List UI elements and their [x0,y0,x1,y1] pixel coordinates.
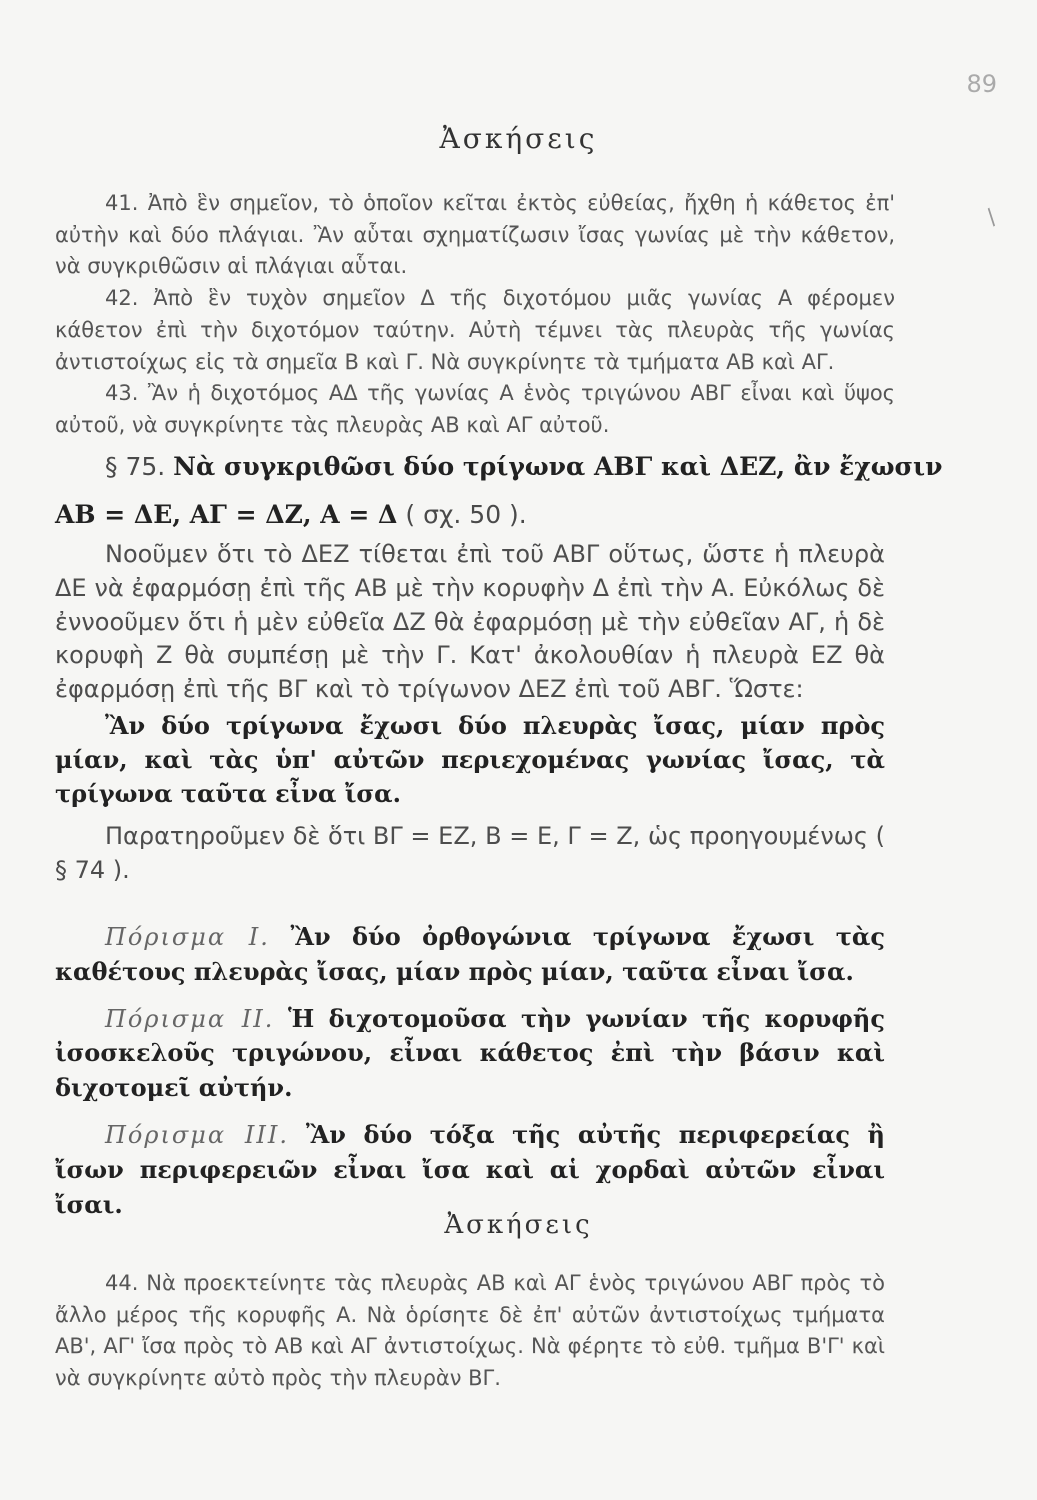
proof-paragraph: Νοοῦμεν ὅτι τὸ ΔΕΖ τίθεται ἐπὶ τοῦ ΑΒΓ οὕτως, ὥστε ἡ πλευρὰ ΔΕ νὰ ἐφαρμόσῃ ἐπὶ τῆς ΑΒ μὲ τὴν κορυφὴν Δ ἐπὶ τὴν Α. Εὐκόλως δὲ ἐννοοῦμεν ὅτι ἡ μὲν εὐθεῖα ΔΖ θὰ ἐφαρμόσῃ μὲ τὴν εὐθεῖαν ΑΓ, ἡ δὲ κορυφὴ Ζ θὰ συμπέσῃ μὲ τὴν Γ. Κατ' ἀκολουθίαν ἡ πλευρὰ ΕΖ θὰ ἐφαρμόσῃ ἐπὶ τῆς ΒΓ καὶ τὸ τρίγωνον ΔΕΖ ἐπὶ τοῦ ΑΒΓ. Ὥστε: [55,540,885,704]
corollary-2-text: Ἡ διχοτομοῦσα τὴν γωνίαν τῆς κορυφῆς ἰσοσκελοῦς τριγώνου, εἶναι κάθετος ἐπὶ τὴν βάσιν καὶ διχοτομεῖ αὐτήν. [55,1003,885,1103]
remark-paragraph: Παρατηροῦμεν δὲ ὅτι ΒΓ = ΕΖ, Β = Ε, Γ = Ζ, ὡς προηγουμένως ( § 74 ). [55,822,885,885]
exercises-block [55,188,895,442]
exercises-heading: Ἀσκήσεις [439,122,598,155]
corollary-1 [55,920,885,990]
proof-text [55,538,885,888]
corollary-1-label: Πόρισμα Ι. [105,923,270,951]
corollary-3-label: Πόρισμα ΙΙΙ. [105,1120,289,1149]
section-title: Νὰ συγκριθῶσι δύο τρίγωνα ΑΒΓ καὶ ΔΕΖ, ἂν ἔχωσιν [173,452,943,481]
margin-mark: / [981,205,1002,230]
page-number: 89 [966,70,997,98]
corollary-3-text: Ἂν δύο τόξα τῆς αὐτῆς περιφερείας ἢ ἴσων περιφερειῶν εἶναι ἴσα καὶ αἱ χορδαὶ αὐτῶν εἶναι ἴσαι. [55,1119,885,1219]
section-condition [55,500,885,529]
corollary-2 [55,1002,885,1106]
exercises-heading-2: Ἀσκήσεις [444,1210,593,1240]
exercise-43: 43. Ἂν ἡ διχοτόμος ΑΔ τῆς γωνίας Α ἑνὸς τριγώνου ΑΒΓ εἶναι καὶ ὕψος αὐτοῦ, νὰ συγκρίνητε τὰς πλευρὰς ΑΒ καὶ ΑΓ αὐτοῦ. [55,381,895,437]
corollary-3 [55,1118,885,1222]
theorem-statement: Ἂν δύο τρίγωνα ἔχωσι δύο πλευρὰς ἴσας, μίαν πρὸς μίαν, καὶ τὰς ὑπ' αὐτῶν περιεχομένας γωνίας ἴσας, τὰ τρίγωνα ταῦτα εἶνα ἴσα. [55,710,885,808]
figure-reference: ( σχ. 50 ). [405,500,527,529]
exercise-41: 41. Ἀπὸ ἓν σημεῖον, τὸ ὁποῖον κεῖται ἐκτὸς εὐθείας, ἤχθη ἡ κάθετος ἐπ' αὐτὴν καὶ δύο πλάγιαι. Ἂν αὗται σχηματίζωσιν ἴσας γωνίας μὲ τὴν κάθετον, νὰ συγκριθῶσιν αἱ πλάγιαι αὗται. [55,191,895,279]
exercise-42: 42. Ἀπὸ ἓν τυχὸν σημεῖον Δ τῆς διχοτόμου μιᾶς γωνίας Α φέρομεν κάθετον ἐπὶ τὴν διχοτόμον ταύτην. Αὐτὴ τέμνει τὰς πλευρὰς τῆς γωνίας ἀντιστοίχως εἰς τὰ σημεῖα Β καὶ Γ. Νὰ συγκρίνητε τὰ τμήματα ΑΒ καὶ ΑΓ. [55,286,895,374]
corollary-2-label: Πόρισμα ΙΙ. [105,1004,275,1033]
exercises-block-2 [55,1268,885,1395]
condition-formula: ΑΒ = ΔΕ, ΑΓ = ΔΖ, Α = Δ [55,500,398,529]
exercise-44: 44. Νὰ προεκτείνητε τὰς πλευρὰς ΑΒ καὶ ΑΓ ἑνὸς τριγώνου ΑΒΓ πρὸς τὸ ἄλλο μέρος τῆς κορυφῆς Α. Νὰ ὁρίσητε δὲ ἐπ' αὐτῶν ἀντιστοίχως τμήματα ΑΒ', ΑΓ' ἴσα πρὸς τὸ ΑΒ καὶ ΑΓ ἀντιστοίχως. Νὰ φέρητε τὸ εὐθ. τμῆμα Β'Γ' καὶ νὰ συγκρίνητε αὐτὸ πρὸς τὴν πλευρὰν ΒΓ. [55,1271,885,1391]
corollaries-block [55,920,885,1222]
section-75-heading [105,452,943,481]
corollary-1-text: Ἂν δύο ὀρθογώνια τρίγωνα ἔχωσι τὰς καθέτους πλευρὰς ἴσας, μίαν πρὸς μίαν, ταῦτα εἶναι ἴσα. [55,922,885,986]
section-number: § 75. [105,452,166,481]
